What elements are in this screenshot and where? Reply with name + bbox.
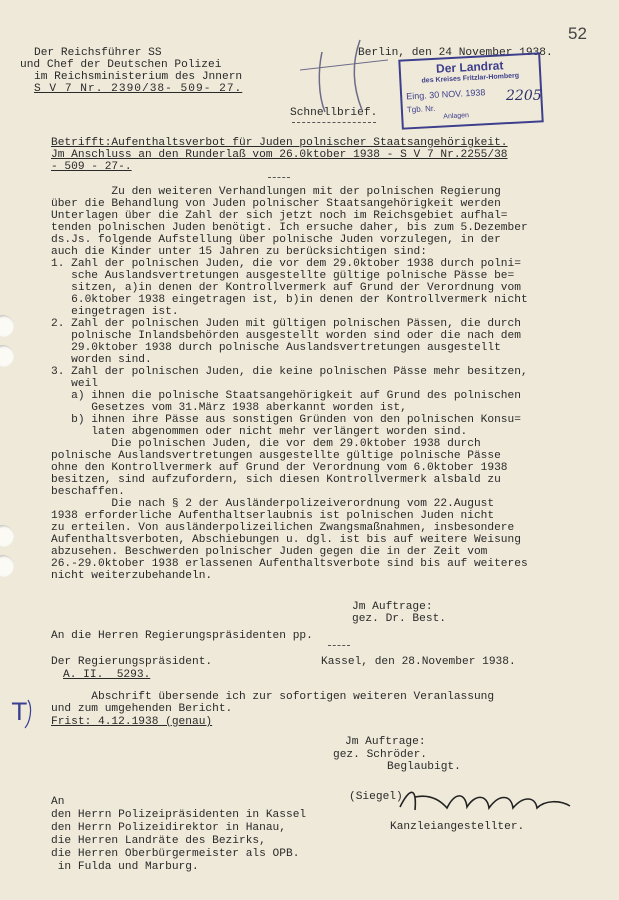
signoff-line: gez. Dr. Best.: [352, 613, 446, 625]
deadline: Frist: 4.12.1938 (genau): [51, 716, 213, 728]
body-line: weil: [51, 378, 98, 390]
subject-line: Jm Anschluss an den Runderlaß vom 26.0ktober 1938 - S V 7 Nr.2255/38: [51, 149, 508, 161]
stamp-tgb: Tgb. Nr.: [406, 103, 436, 115]
stamp-received-date: Eing. 30 NOV. 1938: [405, 87, 486, 102]
body-line: 1. Zahl der polnischen Juden, die vor dem 29.0ktober 1938 durch polni=: [51, 258, 521, 270]
body-line: abzusehen. Beschwerden polnischer Juden gegen die in der Zeit vom: [51, 546, 488, 558]
signoff-line: Jm Auftrage:: [352, 601, 433, 613]
stamp-title: Der Landrat: [435, 58, 504, 76]
body-line: laten abgenommen oder nicht mehr verlängert worden sind.: [51, 426, 468, 438]
body-line: 2. Zahl der polnischen Juden mit gültigen polnischen Pässen, die durch: [51, 318, 521, 330]
punch-hole: [0, 315, 14, 337]
stamp-subtitle: des Kreises Fritzlar-Homberg: [421, 72, 520, 85]
recipient-line: den Herrn Polizeipräsidenten in Kassel: [51, 809, 307, 821]
punch-hole: [0, 345, 14, 367]
stamp-anlagen: Anlagen: [443, 112, 470, 121]
body-line: worden sind.: [51, 354, 152, 366]
body-line: Die polnischen Juden, die vor dem 29.0ktober 1938 durch: [51, 438, 481, 450]
handwritten-tgb-number: 2205: [506, 88, 542, 104]
body-line: auch die Kinder unter 15 Jahren zu berücksichtigen sind:: [51, 246, 427, 258]
body-line: 29.0ktober 1938 durch polnische Auslandsvertretungen ausgestellt: [51, 342, 501, 354]
signoff-line: gez. Schröder.: [333, 749, 427, 761]
kassel-place-date: Kassel, den 28.November 1938.: [321, 656, 516, 668]
recipient-line: die Herren Oberbürgermeister als OPB.: [51, 848, 300, 860]
body-line: polnische Inlandsbehörden ausgestellt worden sind oder die nach dem: [51, 330, 521, 342]
forward-line: und zum umgehenden Bericht.: [51, 703, 233, 715]
handwritten-margin-mark: T: [12, 698, 27, 726]
place-date: Berlin, den 24 November 1938.: [358, 47, 553, 59]
subject-line: - 509 - 27-.: [51, 161, 132, 173]
sender-reference: S V 7 Nr. 2390/38- 509- 27.: [34, 83, 243, 95]
kassel-sender: Der Regierungspräsident.: [51, 656, 213, 668]
body-line: b) ihnen ihre Pässe aus sonstigen Gründen von den polnischen Konsu=: [51, 414, 521, 426]
recipient-line: den Herrn Polizeidirektor in Hanau,: [51, 822, 286, 834]
body-line: Aufenthaltsverboten, Abschiebungen u. dgl. ist bis auf weitere Weisung: [51, 534, 521, 546]
body-line: Gesetzes vom 31.März 1938 aberkannt worden ist,: [51, 402, 407, 414]
punch-hole: [0, 525, 14, 547]
body-line: Die nach § 2 der Ausländerpolizeiverordnung vom 22.August: [51, 498, 495, 510]
signoff-line: Beglaubigt.: [387, 761, 461, 773]
body-line: nicht weiterzubehandeln.: [51, 570, 213, 582]
pencil-stroke: [319, 52, 325, 112]
signoff-line: Jm Auftrage:: [345, 736, 426, 748]
pencil-stroke: [300, 60, 388, 70]
kassel-reference: A. II. 5293.: [63, 669, 151, 681]
body-line: eingetragen ist.: [51, 306, 179, 318]
body-line: 6.0ktober 1938 eingetragen ist, b)in denen der Kontrollvermerk nicht: [51, 294, 528, 306]
divider: [328, 645, 350, 646]
recipient-line: die Herren Landräte des Bezirks,: [51, 835, 266, 847]
forward-line: Abschrift übersende ich zur sofortigen weiteren Veranlassung: [51, 691, 495, 703]
body-line: sitzen, a)in denen der Kontrollvermerk auf Grund der Verordnung vom: [51, 282, 521, 294]
body-line: sche Auslandsvertretungen ausgestellte gültige polnische Pässe be=: [51, 270, 515, 282]
recipient-line: in Fulda und Marburg.: [51, 861, 199, 873]
handwritten-signature: [395, 782, 585, 822]
punch-hole: [0, 555, 14, 577]
body-line: besitzen, sind aufzufordern, sich diesen Kontrollvermerk alsbald zu: [51, 474, 501, 486]
page-number: 52: [568, 24, 587, 43]
body-line: über die Behandlung von Juden polnischer Staatsangehörigkeit werden: [51, 198, 501, 210]
body-line: 3. Zahl der polnischen Juden, die keine polnischen Pässe mehr besitzen,: [51, 366, 528, 378]
body-line: a) ihnen die polnische Staatsangehörigkeit auf Grund des polnischen: [51, 390, 521, 402]
schnellbrief-label: Schnellbrief.: [290, 107, 378, 119]
seal-label: (Siegel): [349, 791, 403, 803]
divider: [268, 177, 290, 178]
body-line: polnische Auslandsvertretungen ausgestellte gültige polnische Pässe: [51, 450, 501, 462]
recipient-line: An: [51, 796, 65, 808]
body-line: Unterlagen über die Zahl der sich jetzt noch im Reichsgebiet aufhal=: [51, 210, 508, 222]
body-line: ds.Js. folgende Aufstellung über polnische Juden vorzulegen, in der: [51, 234, 501, 246]
sender-line: Der Reichsführer SS: [34, 47, 162, 59]
body-line: 26.-29.0ktober 1938 erlassenen Aufenthaltsverbote sind bis auf weiteres: [51, 558, 528, 570]
divider: [292, 122, 376, 123]
signoff-title: Kanzleiangestellter.: [390, 821, 525, 833]
body-line: tenden polnischen Juden benötigt. Ich ersuche daher, bis zum 5.Dezember: [51, 222, 528, 234]
body-line: 1938 erforderliche Aufenthaltserlaubnis ist polnischen Juden nicht: [51, 510, 495, 522]
subject-line: Betrifft:Aufenthaltsverbot für Juden polnischer Staatsangehörigkeit.: [51, 137, 508, 149]
sender-line: im Reichsministerium des Jnnern: [34, 71, 243, 83]
signature-stroke: [400, 792, 570, 810]
sender-line: und Chef der Deutschen Polizei: [20, 59, 222, 71]
body-line: zu erteilen. Von ausländerpolizeilichen Zwangsmaßnahmen, insbesondere: [51, 522, 515, 534]
body-line: beschaffen.: [51, 486, 125, 498]
addressee-line: An die Herren Regierungspräsidenten pp.: [51, 630, 313, 642]
body-line: Zu den weiteren Verhandlungen mit der polnischen Regierung: [51, 186, 501, 198]
body-line: ohne den Kontrollvermerk auf Grund der Verordnung vom 6.0ktober 1938: [51, 462, 508, 474]
